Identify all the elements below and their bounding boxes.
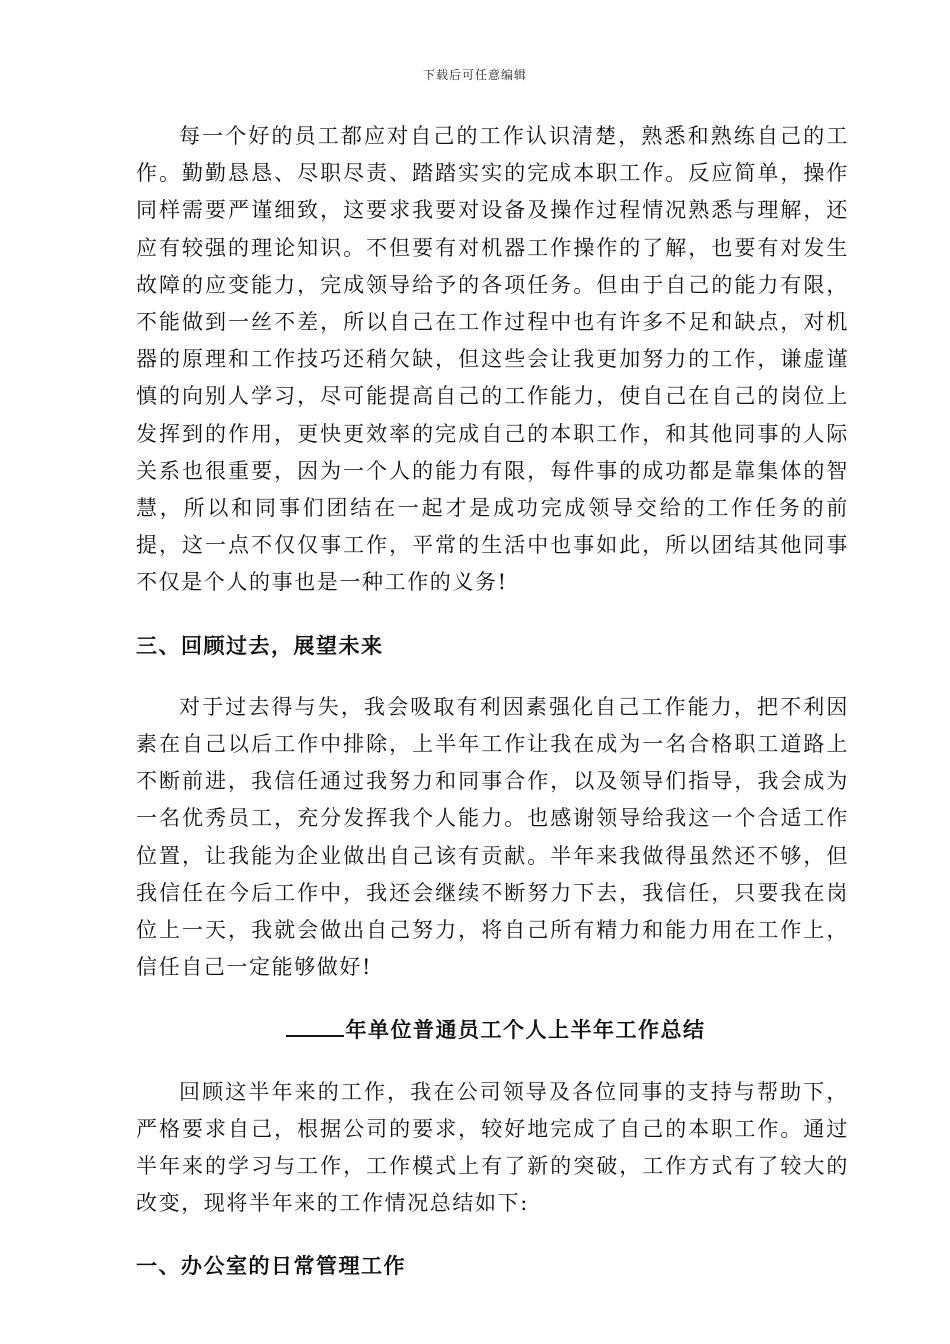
- header-note: 下载后可任意编辑: [422, 68, 527, 82]
- section-heading: 三、回顾过去，展望未来: [136, 632, 384, 658]
- body-paragraph: 对于过去得与失，我会吸取有利因素强化自己工作能力，把不利因素在自己以后工作中排除，上半年工作让我在成为一名合格职工道路上不断前进，我信任通过我努力和同事合作，以及领导们指导，我会成为一名优秀员工，充分发挥我个人能力。也感谢领导给我这一个合适工作位置，让我能为企业做出自己该有贡献。半年来我做得虽然还不够，但我信任在今后工作中，我还会继续不断努力下去，我信任，只要我在岗位上一天，我就会做出自己努力，将自己所有精力和能力用在工作上，信任自己一定能够做好!: [136, 694, 849, 980]
- document-body: [136, 118, 849, 1285]
- body-paragraph: 每一个好的员工都应对自己的工作认识清楚，熟悉和熟练自己的工作。勤勤恳恳、尽职尽责、踏踏实实的完成本职工作。反应简单，操作同样需要严谨细致，这要求我要对设备及操作过程情况熟悉与理解，还应有较强的理论知识。不但要有对机器工作操作的了解，也要有对发生故障的应变能力，完成领导给予的各项任务。但由于自己的能力有限，不能做到一丝不差，所以自己在工作过程中也有许多不足和缺点，对机器的原理和工作技巧还稍欠缺，但这些会让我更加努力的工作，谦虚谨慎的向别人学习，尽可能提高自己的工作能力，使自己在自己的岗位上发挥到的作用，更快更效率的完成自己的本职工作，和其他同事的人际关系也很重要，因为一个人的能力有限，每件事的成功都是靠集体的智慧，所以和同事们团结在一起才是成功完成领导交给的工作任务的前提，这一点不仅仅事工作，平常的生活中也事如此，所以团结其他同事不仅是个人的事也是一种工作的义务!: [136, 124, 849, 595]
- document-title-text: 年单位普通员工个人上半年工作总结: [345, 1017, 706, 1043]
- title-blank-underline: [286, 1017, 344, 1037]
- document-title: [136, 1011, 849, 1048]
- section-heading: 一、办公室的日常管理工作: [136, 1253, 406, 1279]
- body-paragraph: 回顾这半年来的工作，我在公司领导及各位同事的支持与帮助下，严格要求自己，根据公司的要求，较好地完成了自己的本职工作。通过半年来的学习与工作，工作模式上有了新的突破，工作方式有了较大的改变，现将半年来的工作情况总结如下:: [136, 1079, 849, 1216]
